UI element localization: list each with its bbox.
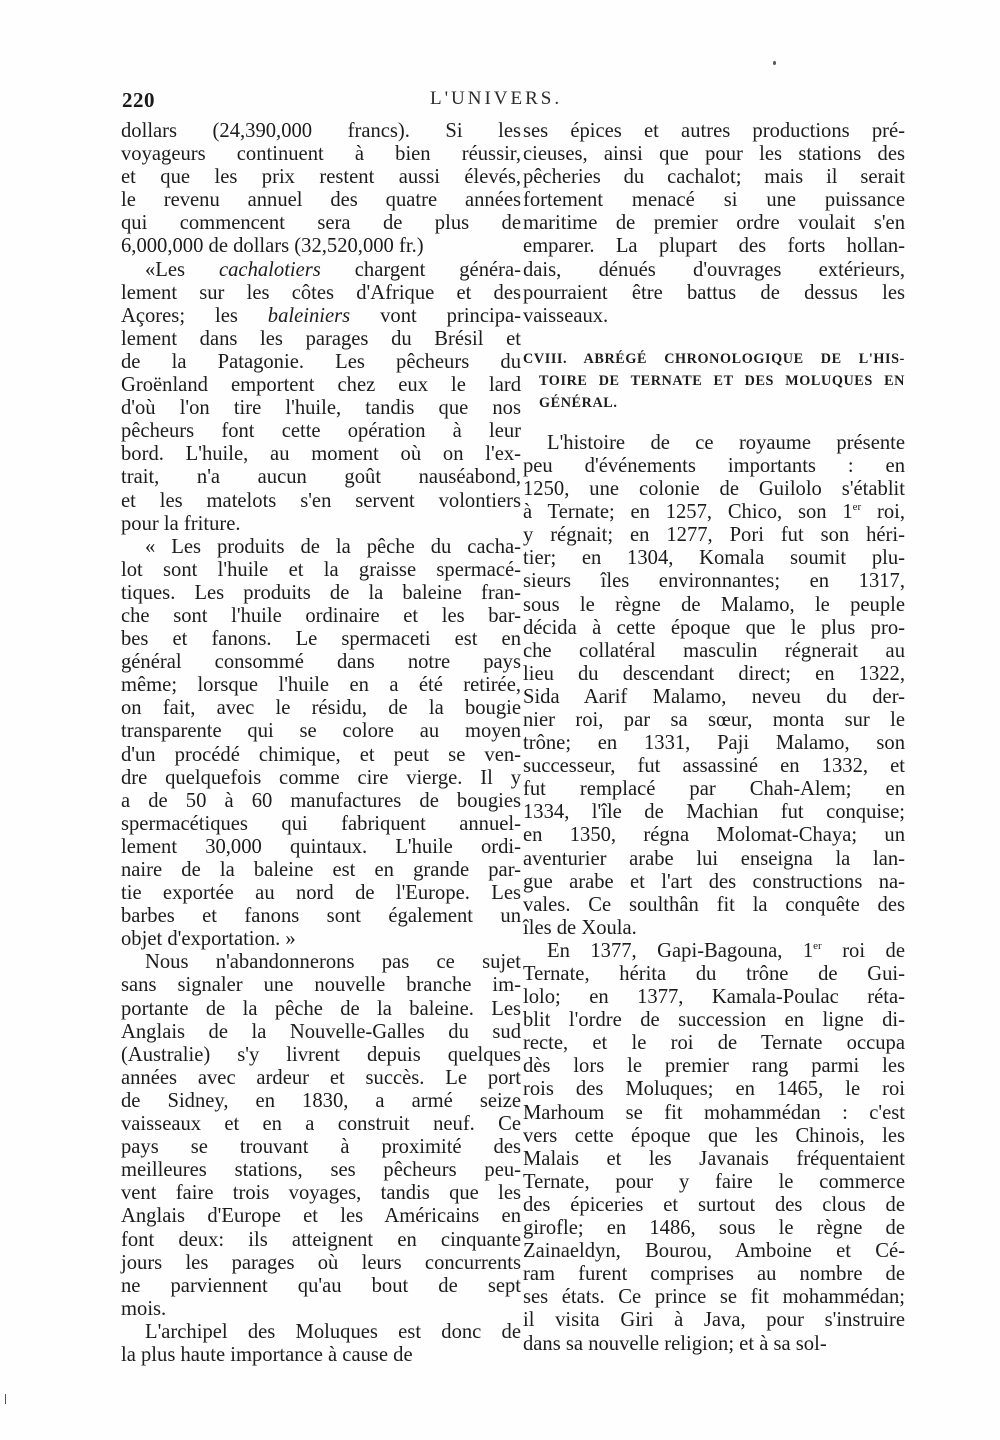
text-line: vers cette époque que les Chinois, les	[523, 1124, 905, 1147]
text-line: qui commencent sera de plus de	[121, 212, 521, 235]
running-head	[118, 86, 918, 116]
scan-speck	[5, 1394, 6, 1404]
text-line: Malais et les Javanais fréquentaient	[523, 1147, 905, 1170]
text-line: 6,000,000 de dollars (32,520,000 fr.)	[121, 235, 424, 258]
text-line: il visita Giri à Java, pour s'instruire	[523, 1309, 905, 1332]
text-line: En 1377, Gapi-Bagouna, 1er roi de	[547, 939, 905, 962]
text-line: lement 30,000 quintaux. L'huile ordi-	[121, 835, 521, 858]
text-line: font deux: ils atteignent en cinquante	[121, 1228, 521, 1251]
text-line: tiques. Les produits de la baleine fran-	[121, 581, 521, 604]
text-line: GÉNÉRAL.	[539, 394, 618, 411]
text-line: CVIII. ABRÉGÉ CHRONOLOGIQUE DE L'HIS-	[523, 350, 905, 367]
scan-speck	[773, 61, 776, 65]
text-line: tier; en 1304, Komala soumit plu-	[523, 547, 905, 570]
text-line: Açores; les baleiniers vont principa-	[121, 304, 521, 327]
text-line: dès lors le premier rang parmi les	[523, 1055, 905, 1078]
text-line: dollars (24,390,000 francs). Si les	[121, 120, 521, 142]
text-line: à Ternate; en 1257, Chico, son 1er roi,	[523, 501, 905, 524]
text-line: sans signaler une nouvelle branche im-	[121, 974, 521, 997]
text-line: barbes et fanons sont également un	[121, 905, 521, 928]
text-line: che collatéral masculin régnerait au	[523, 639, 905, 662]
text-line: nier roi, par sa sœur, monta sur le	[523, 708, 905, 731]
text-line: tie exportée au nord de l'Europe. Les	[121, 882, 521, 905]
text-line: le revenu annuel des quatre années	[121, 189, 521, 212]
text-line: girofle; en 1486, sous le règne de	[523, 1217, 905, 1240]
text-line: la plus haute importance à cause de	[121, 1343, 413, 1366]
text-line: TOIRE DE TERNATE ET DES MOLUQUES EN	[539, 372, 905, 389]
text-line: Ternate, pour y faire le commerce	[523, 1170, 905, 1193]
text-line: sieurs îles environnantes; en 1317,	[523, 570, 905, 593]
text-line: recte, et le roi de Ternate occupa	[523, 1032, 905, 1055]
text-line: Sida Aarif Malamo, neveu du der-	[523, 685, 905, 708]
text-line: dais, dénués d'ouvrages extérieurs,	[523, 258, 905, 281]
text-line: ne parviennent qu'au bout de sept	[121, 1274, 521, 1297]
text-line: dre quelquefois comme cire vierge. Il y	[121, 766, 521, 789]
text-line: de la Patagonie. Les pêcheurs du	[121, 350, 521, 373]
text-line: emparer. La plupart des forts hollan-	[523, 235, 905, 258]
text-line: 1334, l'île de Machian fut conquise;	[523, 801, 905, 824]
text-line: général consommé dans notre pays	[121, 651, 521, 674]
text-line: îles de Xoula.	[523, 916, 637, 939]
text-line: a de 50 à 60 manufactures de bougies	[121, 789, 521, 812]
text-line: naire de la baleine est en grande par-	[121, 859, 521, 881]
text-line: bord. L'huile, au moment où on l'ex-	[121, 443, 521, 466]
text-line: bes et fanons. Le spermaceti est en	[121, 628, 521, 651]
text-line: successeur, fut assassiné en 1332, et	[523, 755, 905, 778]
text-line: sous le règne de Malamo, le peuple	[523, 593, 905, 616]
text-line: lement sur les côtes d'Afrique et des	[121, 281, 521, 304]
text-line: des épiceries et surtout des clous de	[523, 1193, 905, 1216]
text-line: Ternate, hérita du trône de Gui-	[523, 963, 905, 985]
text-line: ses états. Ce prince se fit mohammédan;	[523, 1286, 905, 1309]
text-line: ses épices et autres productions pré-	[523, 120, 905, 142]
text-line: lot sont l'huile et la graisse spermacé-	[121, 558, 521, 581]
text-line: L'histoire de ce royaume présente	[547, 431, 905, 454]
text-line: y régnait; en 1277, Pori fut son héri-	[523, 524, 905, 547]
text-line: en 1350, régna Molomat-Chaya; un	[523, 824, 905, 847]
text-line: pour la friture.	[121, 512, 241, 535]
text-line: (Australie) s'y livrent depuis quelques	[121, 1043, 521, 1066]
text-line: lolo; en 1377, Kamala-Poulac réta-	[523, 986, 905, 1009]
text-line: et les matelots s'en servent volontiers	[121, 489, 521, 512]
text-line: gue arabe et l'art des constructions na-	[523, 870, 905, 893]
text-line: objet d'exportation. »	[121, 928, 296, 951]
text-line: Anglais de la Nouvelle-Galles du sud	[121, 1020, 521, 1043]
right-column-body	[523, 432, 905, 1356]
text-line: décida à cette époque que le plus pro-	[523, 616, 905, 639]
text-line: lieu du descendant direct; en 1322,	[523, 662, 905, 685]
text-line: fortement menacé si une puissance	[523, 189, 905, 212]
left-column	[121, 120, 521, 1367]
text-line: fut remplacé par Chah-Alem; en	[523, 778, 905, 801]
text-line: pourraient être battus de dessus les	[523, 281, 905, 304]
text-line: Groënland emportent chez eux le lard	[121, 374, 521, 397]
text-line: 1250, une colonie de Guilolo s'établit	[523, 478, 905, 501]
text-line: on fait, avec le résidu, de la bougie	[121, 697, 521, 720]
text-line: mois.	[121, 1297, 167, 1320]
text-line: vales. Ce soulthân fit la conquête des	[523, 893, 905, 916]
running-title: L'UNIVERS.	[430, 88, 563, 109]
text-line: jours les parages où leurs concurrents	[121, 1251, 521, 1274]
text-line: voyageurs continuent à bien réussir,	[121, 143, 521, 166]
text-line: Marhoum se fit mohammédan : c'est	[523, 1101, 905, 1124]
text-line: et que les prix restent aussi élevés,	[121, 166, 521, 189]
right-column-intro	[523, 120, 905, 328]
text-line: ram furent comprises au nombre de	[523, 1263, 905, 1286]
text-line: portante de la pêche de la baleine. Les	[121, 997, 521, 1020]
text-line: maritime de premier ordre voulait s'en	[523, 212, 905, 235]
text-line: pêcheries du cachalot; mais il serait	[523, 166, 905, 189]
text-line: Anglais d'Europe et les Américains en	[121, 1205, 521, 1228]
text-line: même; lorsque l'huile en a été retirée,	[121, 674, 521, 697]
text-line: peu d'événements importants : en	[523, 454, 905, 477]
text-line: «Les cachalotiers chargent généra-	[145, 258, 521, 281]
text-line: meilleures stations, ses pêcheurs peu-	[121, 1159, 521, 1182]
text-line: spermacétiques qui fabriquent annuel-	[121, 812, 521, 835]
text-line: d'où l'on tire l'huile, tandis que nos	[121, 397, 521, 420]
text-line: dans sa nouvelle religion; et à sa sol-	[523, 1332, 827, 1355]
text-line: « Les produits de la pêche du cacha-	[145, 535, 521, 558]
text-line: d'un procédé chimique, et peut se ven-	[121, 743, 521, 766]
text-line: che sont l'huile ordinaire et les bar-	[121, 604, 521, 627]
text-line: transparente qui se colore au moyen	[121, 720, 521, 743]
text-line: aventurier arabe lui enseigna la lan-	[523, 847, 905, 870]
text-line: vaisseaux.	[523, 304, 609, 327]
text-line: Zainaeldyn, Bourou, Amboine et Cé-	[523, 1240, 905, 1263]
text-line: années avec ardeur et succès. Le port	[121, 1066, 521, 1089]
text-line: blit l'ordre de succession en ligne di-	[523, 1009, 905, 1032]
text-line: L'archipel des Moluques est donc de	[145, 1320, 521, 1343]
text-line: vaisseaux et en a construit neuf. Ce	[121, 1113, 521, 1136]
section-heading	[523, 348, 905, 414]
text-line: trait, n'a aucun goût nauséabond,	[121, 466, 521, 489]
text-line: lement dans les parages du Brésil et	[121, 327, 521, 350]
text-line: rois des Moluques; en 1465, le roi	[523, 1078, 905, 1101]
page-number: 220	[122, 88, 155, 112]
text-line: pêcheurs font cette opération à leur	[121, 420, 521, 443]
text-line: pays se trouvant à proximité des	[121, 1136, 521, 1159]
text-line: vent faire trois voyages, tandis que les	[121, 1182, 521, 1205]
text-line: trône; en 1331, Paji Malamo, son	[523, 732, 905, 755]
text-line: Nous n'abandonnerons pas ce sujet	[145, 951, 521, 974]
text-line: de Sidney, en 1830, a armé seize	[121, 1089, 521, 1112]
text-line: cieuses, ainsi que pour les stations des	[523, 143, 905, 166]
right-column	[523, 120, 905, 1356]
